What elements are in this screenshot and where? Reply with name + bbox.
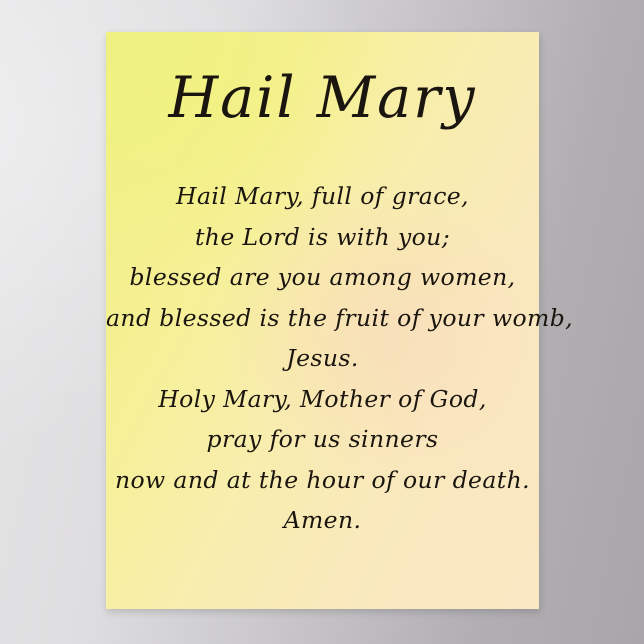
prayer-line: the Lord is with you; — [194, 222, 451, 251]
prayer-line: Amen. — [283, 506, 362, 534]
prayer-line: pray for us sinners — [206, 425, 439, 453]
prayer-line: and blessed is the fruit of your womb, — [106, 303, 574, 332]
prayer-text — [106, 176, 574, 541]
prayer-line: Hail Mary, full of grace, — [176, 182, 469, 210]
prayer-poster — [106, 32, 574, 609]
prayer-line: blessed are you among women, — [129, 263, 516, 291]
prayer-line: Jesus. — [286, 344, 359, 372]
prayer-line: now and at the hour of our death. — [114, 465, 531, 494]
prayer-line: Holy Mary, Mother of God, — [158, 384, 487, 413]
poster-title: Hail Mary — [168, 65, 477, 131]
